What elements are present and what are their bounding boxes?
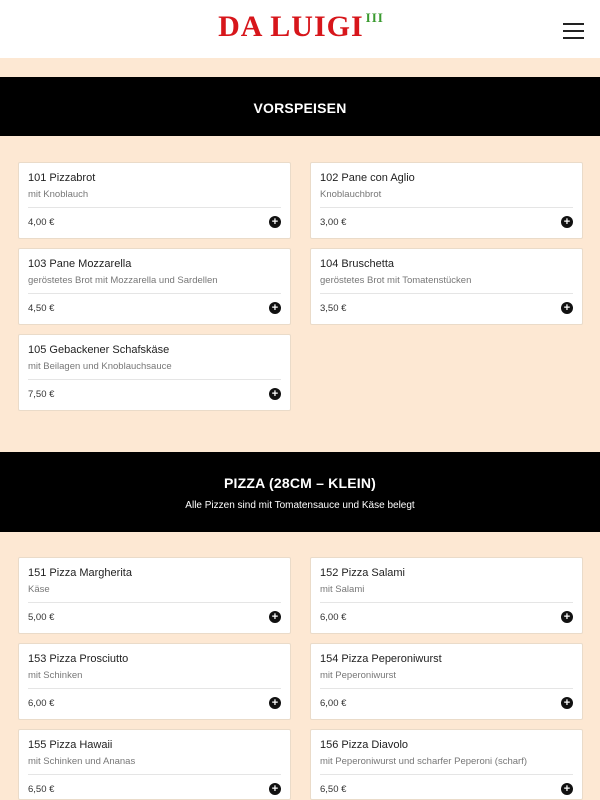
- item-description: mit Peperoniwurst: [320, 670, 397, 681]
- item-description: mit Salami: [320, 584, 365, 595]
- plus-circle-icon[interactable]: +: [269, 697, 281, 709]
- plus-circle-icon[interactable]: +: [561, 216, 573, 228]
- menu-item-card[interactable]: [18, 729, 291, 800]
- item-price: 3,50 €: [320, 303, 347, 314]
- divider: [320, 688, 573, 689]
- divider: [320, 293, 573, 294]
- plus-circle-icon[interactable]: +: [269, 611, 281, 623]
- item-name: 152 Pizza Salami: [320, 567, 405, 579]
- hamburger-icon[interactable]: [563, 23, 584, 39]
- logo[interactable]: [0, 10, 600, 44]
- divider: [28, 207, 281, 208]
- divider: [28, 293, 281, 294]
- item-name: 103 Pane Mozzarella: [28, 258, 132, 270]
- plus-circle-icon[interactable]: +: [269, 783, 281, 795]
- item-description: Käse: [28, 584, 50, 595]
- item-price: 4,00 €: [28, 217, 55, 228]
- item-price: 6,00 €: [320, 612, 347, 623]
- divider: [28, 379, 281, 380]
- item-name: 156 Pizza Diavolo: [320, 739, 409, 751]
- plus-circle-icon[interactable]: +: [269, 216, 281, 228]
- item-name: 102 Pane con Aglio: [320, 172, 415, 184]
- plus-circle-icon[interactable]: +: [561, 697, 573, 709]
- item-price: 6,00 €: [28, 698, 55, 709]
- plus-circle-icon[interactable]: +: [269, 302, 281, 314]
- section-title: VORSPEISEN: [253, 100, 347, 116]
- menu-item-card[interactable]: [310, 162, 583, 239]
- item-name: 101 Pizzabrot: [28, 172, 96, 184]
- item-price: 6,50 €: [28, 784, 55, 795]
- item-name: 153 Pizza Prosciutto: [28, 653, 129, 665]
- item-price: 6,50 €: [320, 784, 347, 795]
- item-description: mit Knoblauch: [28, 189, 89, 200]
- item-description: Knoblauchbrot: [320, 189, 382, 200]
- section-title: PIZZA (28CM – KLEIN): [223, 475, 377, 491]
- menu-item-card[interactable]: [310, 729, 583, 800]
- divider: [320, 207, 573, 208]
- item-name: 151 Pizza Margherita: [28, 567, 132, 579]
- section-subtitle: Alle Pizzen sind mit Tomatensauce und Käse belegt: [185, 500, 415, 511]
- item-description: mit Schinken und Ananas: [28, 756, 136, 767]
- divider: [320, 774, 573, 775]
- item-price: 4,50 €: [28, 303, 55, 314]
- divider: [28, 688, 281, 689]
- site-header: [0, 0, 600, 58]
- menu-item-card[interactable]: [18, 248, 291, 325]
- divider: [28, 774, 281, 775]
- logo-text: DA LUIGI: [218, 10, 364, 43]
- plus-circle-icon[interactable]: +: [561, 302, 573, 314]
- section-header-pizza: [0, 452, 600, 532]
- plus-circle-icon[interactable]: +: [561, 611, 573, 623]
- menu-item-card[interactable]: [18, 643, 291, 720]
- menu-item-card[interactable]: [18, 334, 291, 411]
- item-description: geröstetes Brot mit Mozzarella und Sardellen: [28, 275, 218, 286]
- menu-item-card[interactable]: [310, 248, 583, 325]
- item-price: 3,00 €: [320, 217, 347, 228]
- item-price: 7,50 €: [28, 389, 55, 400]
- logo-superscript: III: [365, 10, 384, 25]
- item-description: mit Beilagen und Knoblauchsauce: [28, 361, 172, 372]
- item-description: mit Schinken: [28, 670, 83, 681]
- item-price: 6,00 €: [320, 698, 347, 709]
- menu-item-card[interactable]: [18, 557, 291, 634]
- menu-item-card[interactable]: [18, 162, 291, 239]
- divider: [320, 602, 573, 603]
- menu-item-card[interactable]: [310, 557, 583, 634]
- menu-item-card[interactable]: [310, 643, 583, 720]
- divider: [28, 602, 281, 603]
- section-header-vorspeisen: [0, 77, 600, 136]
- item-description: geröstetes Brot mit Tomatenstücken: [320, 275, 472, 286]
- item-description: mit Peperoniwurst und scharfer Peperoni (scharf): [320, 756, 527, 767]
- item-price: 5,00 €: [28, 612, 55, 623]
- item-name: 154 Pizza Peperoniwurst: [320, 653, 442, 665]
- plus-circle-icon[interactable]: +: [269, 388, 281, 400]
- item-name: 105 Gebackener Schafskäse: [28, 344, 170, 356]
- item-name: 155 Pizza Hawaii: [28, 739, 113, 751]
- plus-circle-icon[interactable]: +: [561, 783, 573, 795]
- item-name: 104 Bruschetta: [320, 258, 394, 270]
